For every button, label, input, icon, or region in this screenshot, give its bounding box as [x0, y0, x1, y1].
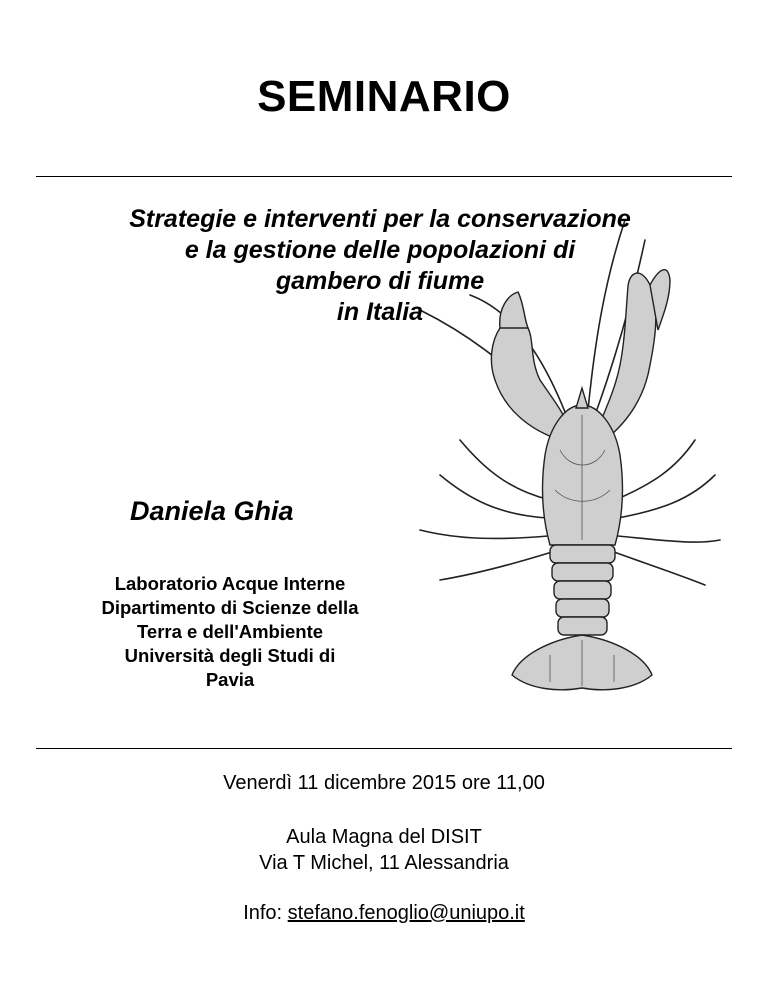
affiliation-line: Laboratorio Acque Interne [114, 573, 346, 594]
event-date: Venerdì 11 dicembre 2015 ore 11,00 [223, 772, 545, 794]
speaker-name: Daniela Ghia [130, 496, 294, 526]
page-title: SEMINARIO [257, 72, 511, 121]
affiliation-line: Pavia [205, 669, 255, 690]
affiliation-line: Dipartimento di Scienze della [101, 597, 359, 618]
subtitle-line: gambero di fiume [275, 267, 485, 295]
seminar-subtitle [60, 204, 700, 328]
affiliation-line: Università degli Studi di [124, 645, 336, 666]
subtitle-line: in Italia [336, 298, 424, 326]
contact-email-link[interactable]: stefano.fenoglio@uniupo.it [287, 902, 525, 924]
top-divider [36, 176, 732, 177]
subtitle-line: Strategie e interventi per la conservazione [129, 205, 631, 233]
info-label: Info: [243, 902, 288, 924]
speaker-affiliation [62, 572, 398, 692]
event-venue [0, 824, 768, 876]
contact-info [0, 902, 768, 925]
subtitle-line: e la gestione delle popolazioni di [184, 236, 576, 264]
venue-line: Via T Michel, 11 Alessandria [259, 852, 509, 874]
affiliation-line: Terra e dell'Ambiente [136, 621, 324, 642]
venue-line: Aula Magna del DISIT [286, 826, 482, 848]
bottom-divider [36, 748, 732, 749]
